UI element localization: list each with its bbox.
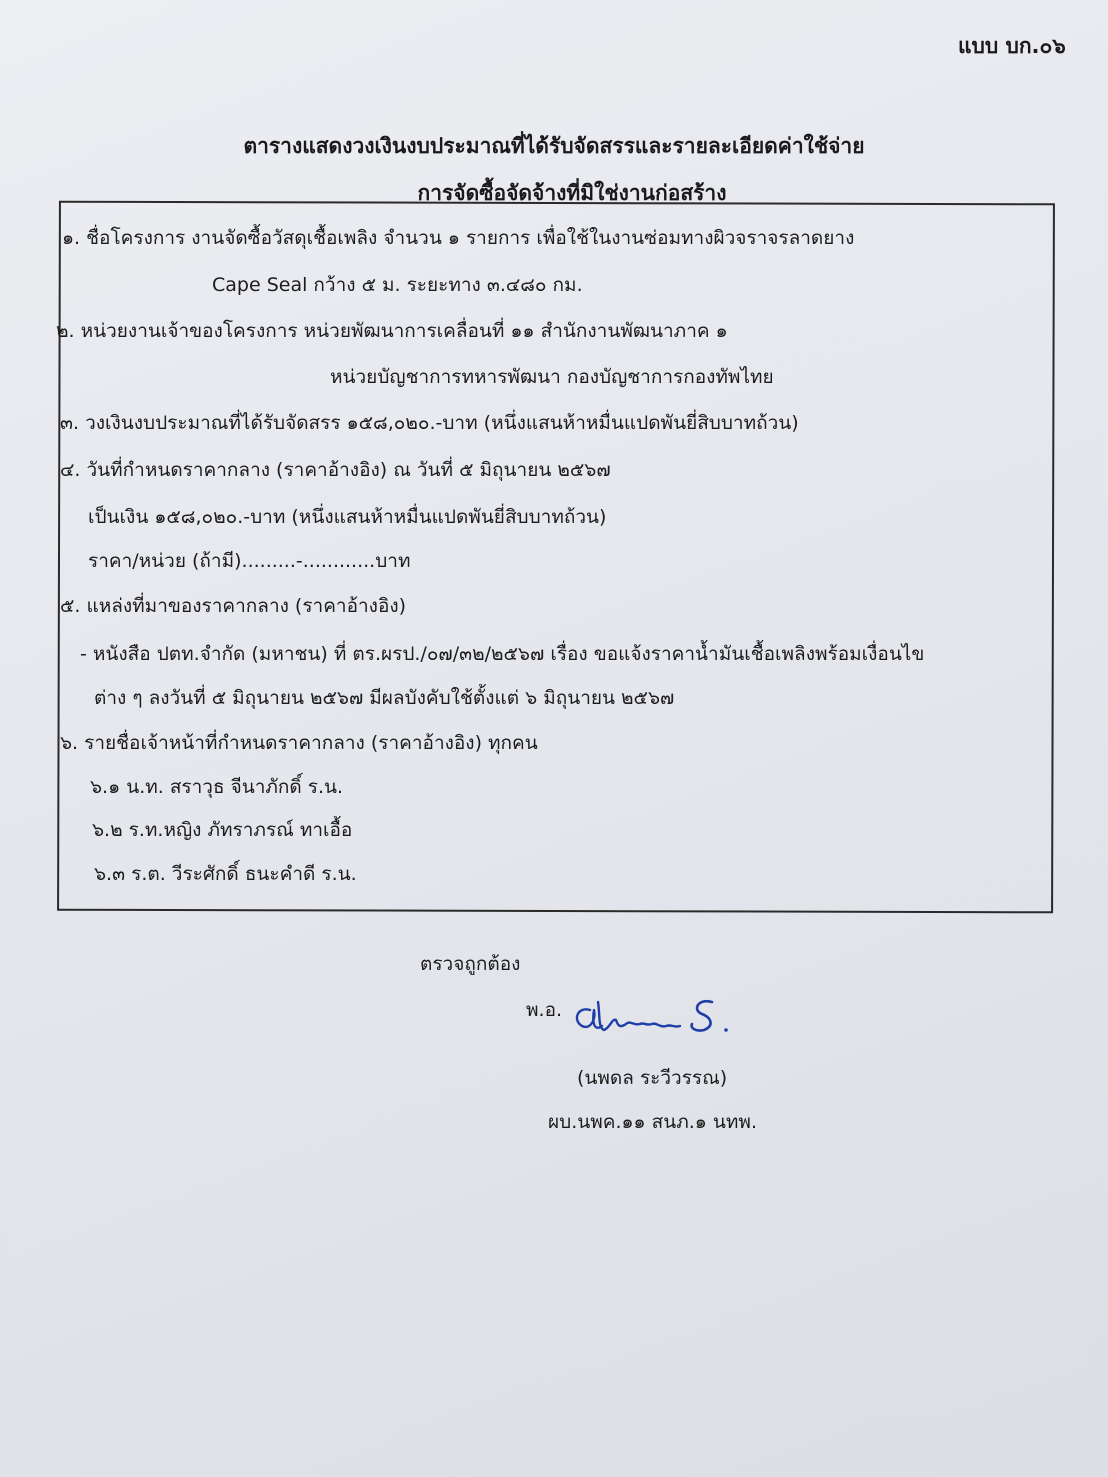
item-1-project-name-cont: Cape Seal กว้าง ๕ ม. ระยะทาง ๓.๔๘๐ กม. <box>212 274 583 296</box>
item-5-price-source: ๕. แหล่งที่มาของราคากลาง (ราคาอ้างอิง) <box>60 595 407 617</box>
item-4-amount: เป็นเงิน ๑๕๘,๐๒๐.-บาท (หนึ่งแสนห้าหมื่นแปดพันยี่สิบบาทถ้วน) <box>88 506 607 528</box>
official-2: ๖.๒ ร.ท.หญิง ภัทราภรณ์ ทาเอื้อ <box>92 819 353 841</box>
item-5-reference-letter: - หนังสือ ปตท.จำกัด (มหาชน) ที่ ตร.ผรป./๐๗/๓๒/๒๕๖๗ เรื่อง ขอแจ้งราคาน้ำมันเชื้อเพลิงพร้อมเงื่อนไข <box>80 643 925 665</box>
document-title-line-1: ตารางแสดงวงเงินงบประมาณที่ได้รับจัดสรรและรายละเอียดค่าใช้จ่าย <box>243 134 865 158</box>
item-2-owner-unit: ๒. หน่วยงานเจ้าของโครงการ หน่วยพัฒนาการเคลื่อนที่ ๑๑ สำนักงานพัฒนาภาค ๑ <box>56 320 728 342</box>
signer-name: (นพดล ระวีวรรณ) <box>577 1067 728 1089</box>
official-3: ๖.๓ ร.ต. วีระศักดิ์ ธนะคำดี ร.น. <box>94 863 357 885</box>
handwritten-signature <box>568 996 738 1050</box>
item-4-reference-date: ๔. วันที่กำหนดราคากลาง (ราคาอ้างอิง) ณ วันที่ ๕ มิถุนายน ๒๕๖๗ <box>60 459 611 481</box>
item-1-project-name: ๑. ชื่อโครงการ งานจัดซื้อวัสดุเชื้อเพลิง จำนวน ๑ รายการ เพื่อใช้ในงานซ่อมทางผิวจราจรลาดยาง <box>62 227 855 249</box>
item-3-budget: ๓. วงเงินงบประมาณที่ได้รับจัดสรร ๑๕๘,๐๒๐.-บาท (หนึ่งแสนห้าหมื่นแปดพันยี่สิบบาทถ้วน) <box>60 412 799 434</box>
verified-label: ตรวจถูกต้อง <box>420 953 521 975</box>
item-5-reference-letter-cont: ต่าง ๆ ลงวันที่ ๕ มิถุนายน ๒๕๖๗ มีผลบังคับใช้ตั้งแต่ ๖ มิถุนายน ๒๕๖๗ <box>94 687 675 709</box>
signer-rank: พ.อ. <box>526 999 563 1021</box>
item-4-unit-price: ราคา/หน่วย (ถ้ามี).........-............บาท <box>88 550 411 572</box>
form-code: แบบ บก.๐๖ <box>958 34 1066 58</box>
item-6-officials: ๖. รายชื่อเจ้าหน้าที่กำหนดราคากลาง (ราคาอ้างอิง) ทุกคน <box>60 732 538 754</box>
item-2-owner-unit-cont: หน่วยบัญชาการทหารพัฒนา กองบัญชาการกองทัพไทย <box>330 366 774 388</box>
document-title-line-2: การจัดซื้อจัดจ้างที่มิใช่งานก่อสร้าง <box>417 181 727 205</box>
signer-position: ผบ.นพค.๑๑ สนภ.๑ นทพ. <box>548 1111 757 1133</box>
official-1: ๖.๑ น.ท. สราวุธ จีนาภักดิ์ ร.น. <box>90 776 344 798</box>
